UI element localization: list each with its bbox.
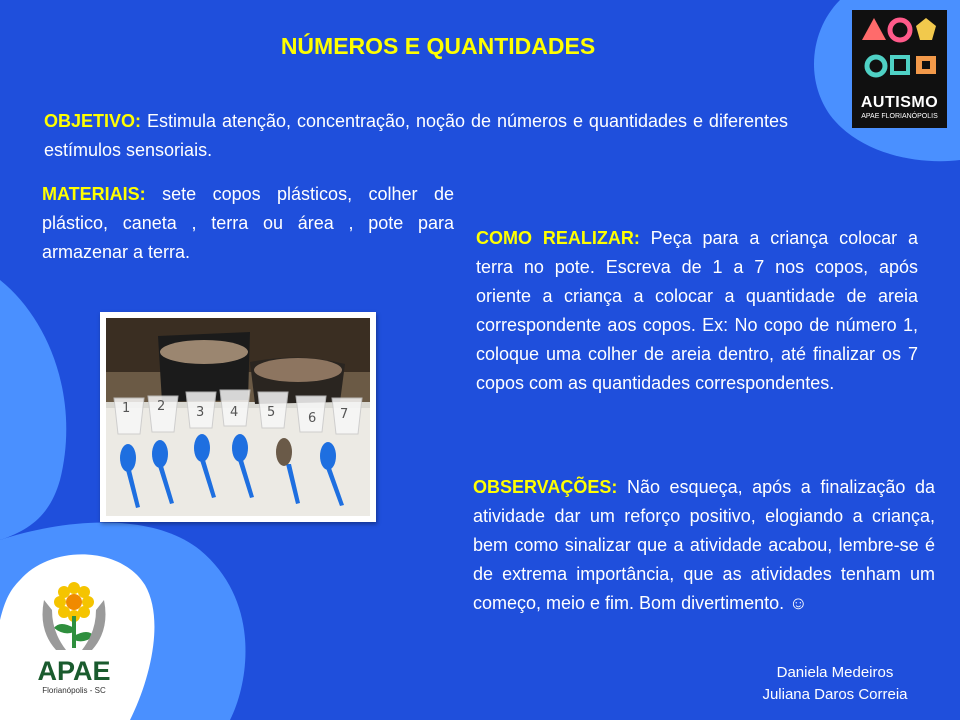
objetivo-label: OBJETIVO: [44,111,142,131]
cup-number-5: 5 [267,405,276,420]
autismo-symbols-icon [852,10,947,94]
materiais-label: MATERIAIS: [42,184,146,204]
objetivo-text: Estimula atenção, concentração, noção de números e quantidades e diferentes estímulos sensoriais. [44,111,788,160]
observacoes-text: Não esqueça, após a finalização da atividade dar um reforço positivo, elogiando a criança, bem como sinalizar que a atividade acabou, lembre-se é de extrema importância, que as atividades tenham um começo, meio e fim. Bom divertimento. ☺ [473,477,935,613]
como-realizar-text: Peça para a criança colocar a terra no pote. Escreva de 1 a 7 nos copos, após oriente a criança a colocar a quantidade de areia correspondente aos copos. Ex: No copo de número 1, coloque uma colher de areia dentro, até finalizar os 7 copos com as quantidades correspondentes. [476,228,918,393]
authors [740,662,930,706]
como-realizar-label: COMO REALIZAR: [476,228,640,248]
apae-logo-title: APAE [37,656,111,686]
activity-photo [100,312,376,522]
como-realizar-paragraph [476,224,918,398]
materiais-paragraph [42,180,454,267]
observacoes-paragraph [473,473,935,618]
apae-flower-hands-icon [36,580,112,660]
cup-number-4: 4 [230,405,239,420]
autismo-logo [852,10,947,128]
objetivo-paragraph [44,107,788,165]
cup-number-3: 3 [196,405,205,420]
materiais-text: sete copos plásticos, colher de plástico, caneta , terra ou área , pote para armazenar a terra. [42,184,454,262]
activity-photo-illustration [100,312,376,522]
page-title: NÚMEROS E QUANTIDADES [280,33,596,59]
cup-number-6: 6 [308,411,317,426]
cup-number-7: 7 [340,407,349,422]
apae-logo-subtitle: Florianópolis - SC [42,686,106,695]
cup-number-1: 1 [122,401,131,416]
observacoes-label: OBSERVAÇÕES: [473,477,618,497]
autismo-logo-subtitle: APAE FLORIANÓPOLIS [861,113,938,120]
cup-number-2: 2 [157,399,166,414]
author-1: Daniela Medeiros [776,664,894,681]
autismo-logo-title: AUTISMO [860,94,939,111]
author-2: Juliana Daros Correia [762,686,908,703]
